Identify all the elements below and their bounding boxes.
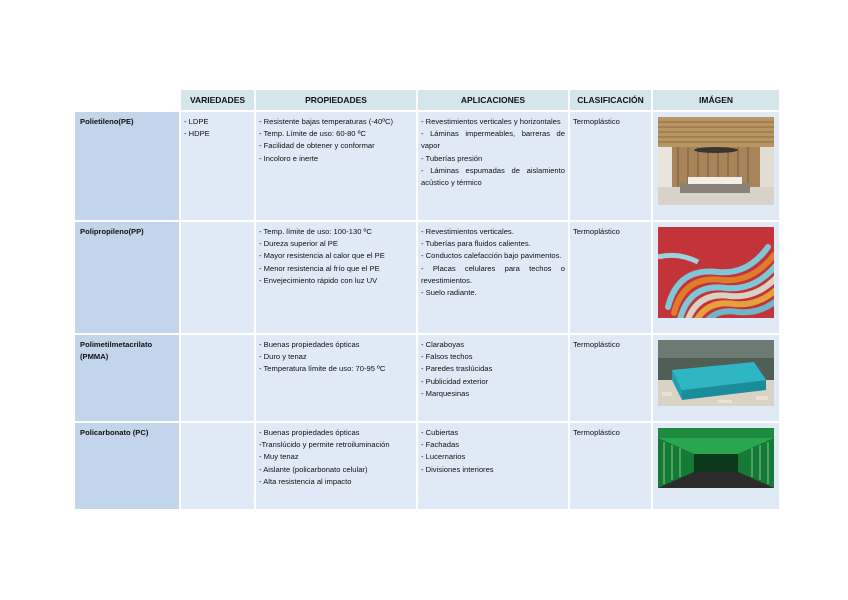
application-item: - Suelo radiante. xyxy=(421,288,477,298)
application-item: - Paredes traslúcidas xyxy=(421,364,493,374)
acrylic-pool-photo xyxy=(658,340,774,406)
application-item: - Conductos calefacción bajo pavimentos. xyxy=(421,251,562,261)
table-row xyxy=(75,423,779,509)
varieties-cell xyxy=(181,335,254,421)
property-item: - Temp. Límite de uso: 60-80 ºC xyxy=(259,129,366,139)
image-cell xyxy=(653,112,779,220)
application-item: - Cubiertas xyxy=(421,428,459,437)
application-item: - Placas celulares para techos o revestimientos. xyxy=(421,263,565,285)
applications-cell xyxy=(418,335,568,421)
interior-wood-ceiling-photo xyxy=(658,117,774,205)
application-item: - Fachadas xyxy=(421,440,459,450)
header-blank xyxy=(75,90,179,110)
header-properties: PROPIEDADES xyxy=(256,90,416,110)
material-name: Polimetilmetacrilato (PMMA) xyxy=(75,335,179,421)
material-name: Policarbonato (PC) xyxy=(75,423,179,509)
varieties-cell xyxy=(181,423,254,509)
property-item: - Alta resistencia al impacto xyxy=(259,476,352,486)
properties-cell xyxy=(256,335,416,421)
material-name: Polietileno(PE) xyxy=(75,112,179,220)
property-item: - Envejecimiento rápido con luz UV xyxy=(259,275,378,285)
property-item: - Resistente bajas temperaturas (-40ºC) xyxy=(259,117,394,126)
application-item: - Revestimientos verticales y horizontales xyxy=(421,117,561,126)
properties-cell xyxy=(256,222,416,333)
property-item: - Temperatura límite de uso: 70-95 ºC xyxy=(259,364,386,374)
variety-item: - HDPE xyxy=(184,129,210,139)
table-row xyxy=(75,222,779,333)
varieties-cell xyxy=(181,222,254,333)
properties-cell xyxy=(256,112,416,220)
varieties-cell xyxy=(181,112,254,220)
application-item: - Tuberías para fluidos calientes. xyxy=(421,239,531,249)
property-item: -Translúcido y permite retroiluminación xyxy=(259,440,390,450)
property-item: - Temp. límite de uso: 100-130 ºC xyxy=(259,227,372,236)
application-item: - Divisiones interiores xyxy=(421,464,494,474)
header-classification: CLASIFICACIÓN xyxy=(570,90,651,110)
table-row xyxy=(75,112,779,220)
property-item: - Aislante (policarbonato celular) xyxy=(259,464,368,474)
application-item: - Falsos techos xyxy=(421,352,473,362)
application-item: - Revestimientos verticales. xyxy=(421,227,514,236)
property-item: - Menor resistencia al frío que el PE xyxy=(259,263,380,273)
applications-cell xyxy=(418,222,568,333)
plastics-table xyxy=(73,88,781,511)
green-polycarbonate-tunnel-photo xyxy=(658,428,774,488)
variety-item: - LDPE xyxy=(184,117,209,126)
properties-cell xyxy=(256,423,416,509)
image-cell xyxy=(653,335,779,421)
property-item: - Mayor resistencia al calor que el PE xyxy=(259,251,385,261)
classification-cell: Termoplástico xyxy=(570,112,651,220)
application-item: - Lucernarios xyxy=(421,452,466,462)
image-cell xyxy=(653,423,779,509)
application-item: - Láminas impermeables, barreras de vapor xyxy=(421,129,565,151)
header-image: IMÁGEN xyxy=(653,90,779,110)
classification-cell: Termoplástico xyxy=(570,423,651,509)
applications-cell xyxy=(418,423,568,509)
application-item: - Marquesinas xyxy=(421,388,470,398)
property-item: - Buenas propiedades ópticas xyxy=(259,428,360,437)
application-item: - Claraboyas xyxy=(421,340,465,349)
application-item: - Publicidad exterior xyxy=(421,376,489,386)
header-applications: APLICACIONES xyxy=(418,90,568,110)
application-item: - Láminas espumadas de aislamiento acústico y térmico xyxy=(421,165,565,188)
application-item: - Tuberías presión xyxy=(421,153,483,163)
table-row xyxy=(75,335,779,421)
header-row xyxy=(75,90,779,110)
classification-cell: Termoplástico xyxy=(570,335,651,421)
property-item: - Facilidad de obtener y conformar xyxy=(259,141,375,151)
property-item: - Muy tenaz xyxy=(259,452,299,462)
property-item: - Incoloro e inerte xyxy=(259,153,319,163)
property-item: - Duro y tenaz xyxy=(259,352,307,362)
classification-cell: Termoplástico xyxy=(570,222,651,333)
image-cell xyxy=(653,222,779,333)
applications-cell xyxy=(418,112,568,220)
property-item: - Dureza superior al PE xyxy=(259,239,338,249)
header-varieties: VARIEDADES xyxy=(181,90,254,110)
property-item: - Buenas propiedades ópticas xyxy=(259,340,360,349)
stacked-colored-chairs-photo xyxy=(658,227,774,318)
material-name: Polipropileno(PP) xyxy=(75,222,179,333)
